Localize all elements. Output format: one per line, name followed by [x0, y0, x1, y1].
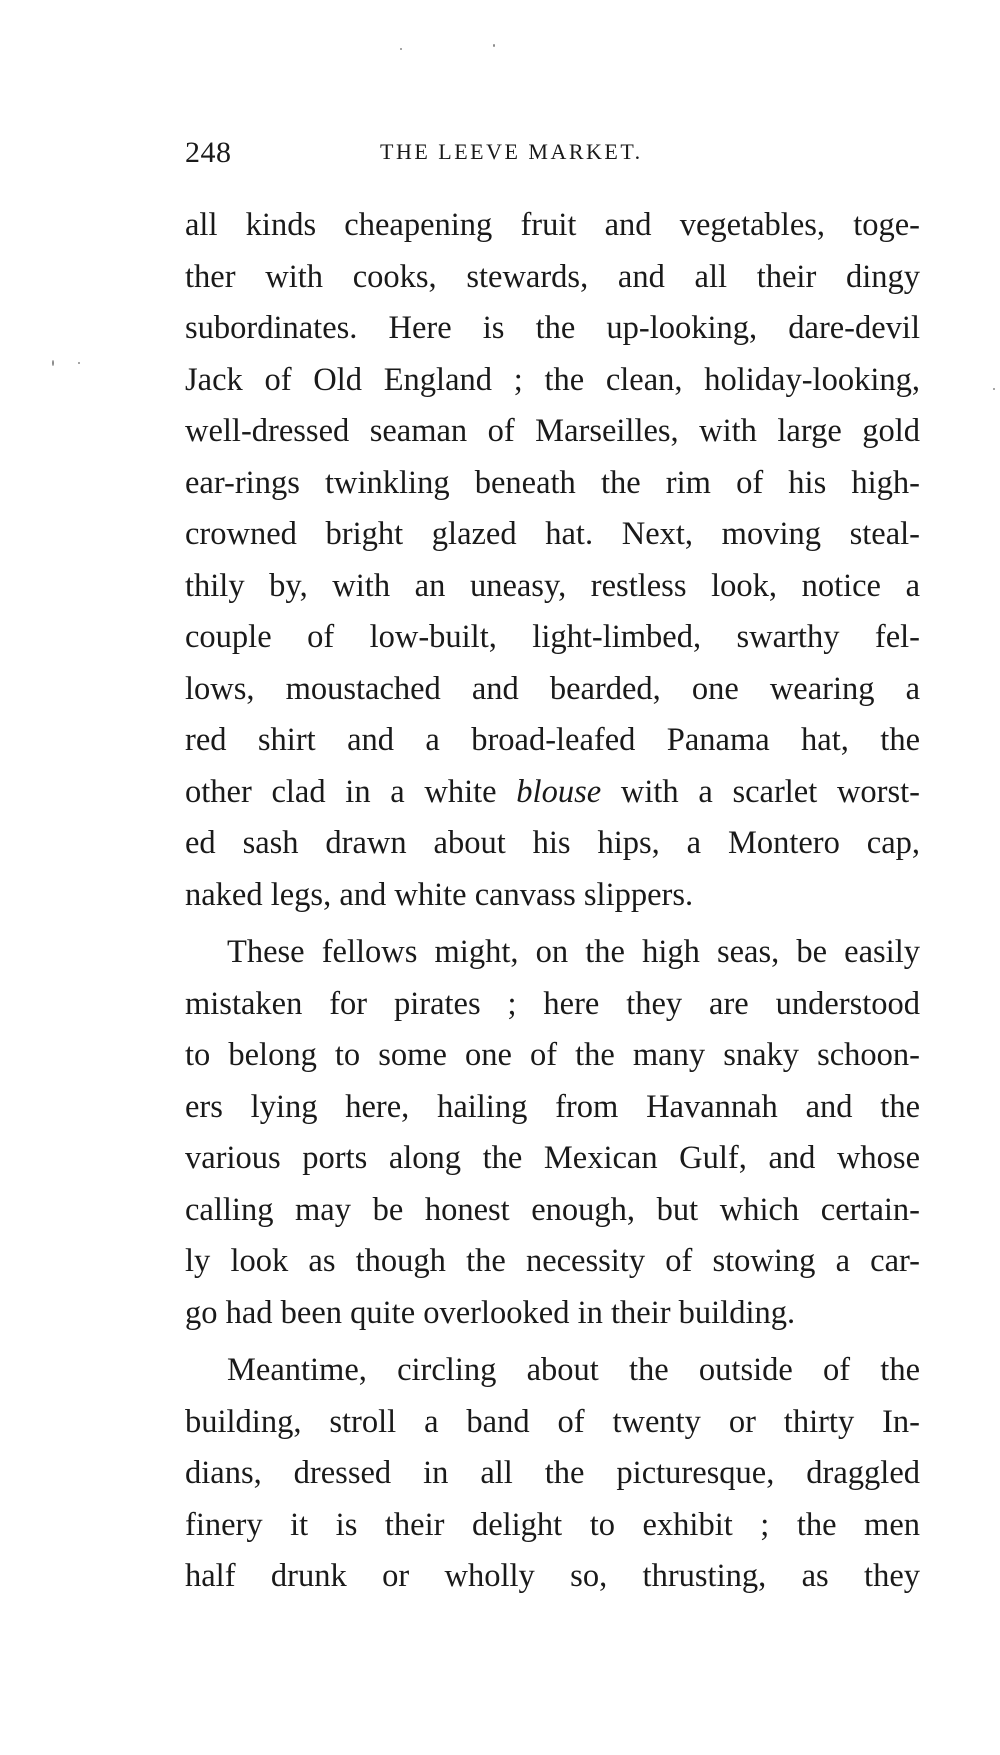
running-title: THE LEEVE MARKET.	[380, 139, 643, 164]
text-line: thily by, with an uneasy, restless look, notice a	[185, 567, 920, 604]
text-line: subordinates. Here is the up-looking, dare-devil	[185, 310, 920, 346]
print-speck	[993, 388, 995, 390]
text-line: ear-rings twinkling beneath the rim of his high-	[185, 464, 920, 501]
text-line: ers lying here, hailing from Havannah and the	[185, 1088, 920, 1125]
text-line: well-dressed seaman of Marseilles, with large gold	[185, 413, 920, 449]
text-line: dians, dressed in all the picturesque, draggled	[185, 1455, 920, 1491]
text-line: finery it is their delight to exhibit ; the men	[185, 1506, 920, 1543]
paragraph-1	[185, 200, 920, 921]
print-speck	[493, 44, 495, 47]
running-head	[185, 136, 920, 176]
text-segment: other clad in a white	[185, 773, 517, 810]
text-line: half drunk or wholly so, thrusting, as they	[185, 1558, 920, 1594]
text-line: lows, moustached and bearded, one wearing a	[185, 670, 920, 707]
text-segment: with a scarlet worst-	[601, 773, 920, 810]
print-speck	[78, 362, 80, 364]
text-line: building, stroll a band of twenty or thirty In-	[185, 1403, 920, 1440]
print-speck	[400, 48, 402, 50]
text-line: naked legs, and white canvass slippers.	[185, 876, 694, 913]
text-line: couple of low-built, light-limbed, swarthy fel-	[185, 619, 920, 655]
paragraph-2	[185, 927, 920, 1339]
page-number: 248	[185, 136, 232, 169]
text-line: go had been quite overlooked in their building.	[185, 1294, 796, 1331]
text-line: Jack of Old England ; the clean, holiday-looking,	[185, 361, 920, 398]
paragraph-3	[185, 1345, 920, 1603]
text-line: calling may be honest enough, but which certain-	[185, 1191, 920, 1228]
text-line: red shirt and a broad-leafed Panama hat, the	[185, 722, 920, 758]
text-line: various ports along the Mexican Gulf, and whose	[185, 1140, 920, 1176]
text-line: Meantime, circling about the outside of the	[227, 1352, 920, 1388]
text-line: mistaken for pirates ; here they are understood	[185, 985, 920, 1022]
text-line: ed sash drawn about his hips, a Montero cap,	[185, 825, 920, 861]
text-line: ther with cooks, stewards, and all their dingy	[185, 258, 920, 295]
print-speck	[52, 360, 54, 366]
text-line: all kinds cheapening fruit and vegetables, toge-	[185, 207, 920, 243]
text-line-with-italic	[185, 767, 920, 819]
text-line: These fellows might, on the high seas, be easily	[227, 934, 920, 970]
text-line: to belong to some one of the many snaky schoon-	[185, 1037, 920, 1073]
text-line: ly look as though the necessity of stowing a car-	[185, 1243, 920, 1279]
body-text	[185, 200, 920, 1603]
italic-word: blouse	[516, 773, 602, 810]
text-line: crowned bright glazed hat. Next, moving steal-	[185, 516, 920, 552]
